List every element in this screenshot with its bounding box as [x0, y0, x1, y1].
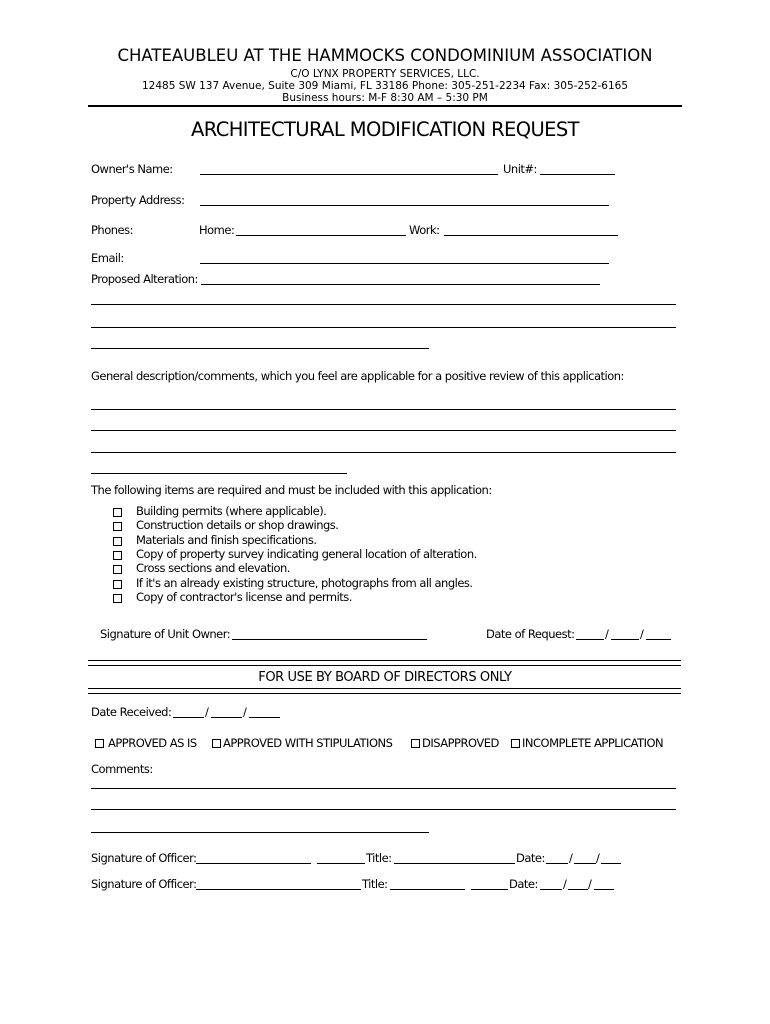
- officer-date-1-month[interactable]: [546, 863, 568, 864]
- date-sep-1: /: [605, 627, 609, 641]
- description-line-1[interactable]: [91, 409, 676, 410]
- item-property-survey: Copy of property survey indicating general location of alteration.: [136, 547, 477, 561]
- property-address-label: Property Address:: [91, 193, 185, 207]
- comments-line-3[interactable]: [91, 832, 429, 833]
- owner-signature-field[interactable]: [232, 639, 427, 640]
- comments-line-2[interactable]: [91, 809, 676, 810]
- board-divider-top: [88, 660, 681, 661]
- item-materials: Materials and finish specifications.: [136, 533, 317, 547]
- officer-title-field-2b[interactable]: [471, 889, 508, 890]
- date-received-year[interactable]: [249, 717, 280, 718]
- alteration-line-1[interactable]: [91, 304, 676, 305]
- owner-signature-label: Signature of Unit Owner:: [100, 627, 231, 641]
- option-approved-as-is: APPROVED AS IS: [108, 736, 197, 750]
- officer-signature-label-1: Signature of Officer:: [91, 851, 197, 865]
- option-disapproved: DISAPPROVED: [422, 736, 499, 750]
- option-incomplete-application: INCOMPLETE APPLICATION: [522, 736, 664, 750]
- officer-signature-label-2: Signature of Officer:: [91, 877, 197, 891]
- alteration-line-3[interactable]: [91, 348, 429, 349]
- item-photographs: If it's an already existing structure, photographs from all angles.: [136, 576, 473, 590]
- officer-date-1-year[interactable]: [601, 863, 621, 864]
- date-sep-2: /: [640, 627, 644, 641]
- checkbox-contractor-license[interactable]: [113, 594, 122, 603]
- association-name: CHATEAUBLEU AT THE HAMMOCKS CONDOMINIUM ASSOCIATION: [117, 46, 653, 65]
- proposed-alteration-field[interactable]: [201, 284, 600, 285]
- date-received-day[interactable]: [211, 717, 242, 718]
- work-phone-label: Work:: [409, 223, 440, 237]
- officer-date-label-1: Date:: [516, 851, 545, 865]
- required-items-intro: The following items are required and must be included with this application:: [91, 483, 492, 497]
- officer-date-1-sep-1: /: [569, 851, 573, 865]
- item-building-permits: Building permits (where applicable).: [136, 504, 327, 518]
- item-contractor-license: Copy of contractor's license and permits.: [136, 590, 352, 604]
- work-phone-field[interactable]: [444, 235, 618, 236]
- officer-title-label-2: Title:: [362, 877, 388, 891]
- email-field[interactable]: [200, 263, 609, 264]
- officer-signature-field-1b[interactable]: [317, 863, 365, 864]
- officer-title-field-1[interactable]: [394, 863, 515, 864]
- checkbox-construction-details[interactable]: [113, 522, 122, 531]
- officer-date-2-year[interactable]: [594, 889, 614, 890]
- comments-line-1[interactable]: [91, 788, 676, 789]
- date-received-label: Date Received:: [91, 705, 172, 719]
- alteration-line-2[interactable]: [91, 327, 676, 328]
- home-phone-field[interactable]: [236, 235, 406, 236]
- officer-date-2-sep-1: /: [563, 877, 567, 891]
- date-of-request-day[interactable]: [611, 639, 639, 640]
- date-received-month[interactable]: [173, 717, 204, 718]
- checkbox-disapproved[interactable]: [411, 739, 420, 748]
- officer-signature-field-1[interactable]: [196, 863, 311, 864]
- board-divider-bottom-2: [88, 693, 681, 694]
- header-divider: [88, 105, 682, 107]
- checkbox-materials[interactable]: [113, 537, 122, 546]
- checkbox-building-permits[interactable]: [113, 508, 122, 517]
- date-of-request-year[interactable]: [646, 639, 671, 640]
- general-description-label: General description/comments, which you feel are applicable for a positive review of this application:: [91, 369, 624, 383]
- home-phone-label: Home:: [199, 223, 235, 237]
- property-address-field[interactable]: [200, 205, 609, 206]
- care-of-line: C/O LYNX PROPERTY SERVICES, LLC.: [290, 68, 480, 80]
- item-construction-details: Construction details or shop drawings.: [136, 518, 339, 532]
- proposed-alteration-label: Proposed Alteration:: [91, 272, 198, 286]
- comments-label: Comments:: [91, 762, 153, 776]
- unit-label: Unit#:: [503, 162, 537, 176]
- officer-date-2-day[interactable]: [568, 889, 588, 890]
- officer-date-1-sep-2: /: [596, 851, 600, 865]
- address-line: 12485 SW 137 Avenue, Suite 309 Miami, FL 33186 Phone: 305-251-2234 Fax: 305-252-6165: [141, 80, 629, 92]
- owners-name-label: Owner's Name:: [91, 162, 173, 176]
- checkbox-photographs[interactable]: [113, 580, 122, 589]
- officer-date-2-sep-2: /: [588, 877, 592, 891]
- business-hours: Business hours: M-F 8:30 AM – 5:30 PM: [282, 92, 488, 104]
- officer-title-label-1: Title:: [366, 851, 392, 865]
- officer-date-2-month[interactable]: [540, 889, 562, 890]
- page-title: ARCHITECTURAL MODIFICATION REQUEST: [191, 118, 579, 141]
- officer-date-1-day[interactable]: [574, 863, 596, 864]
- item-cross-sections: Cross sections and elevation.: [136, 561, 290, 575]
- option-approved-with-stipulations: APPROVED WITH STIPULATIONS: [223, 736, 393, 750]
- checkbox-approved-as-is[interactable]: [95, 739, 104, 748]
- phones-label: Phones:: [91, 223, 133, 237]
- description-line-2[interactable]: [91, 430, 676, 431]
- received-sep-1: /: [205, 705, 209, 719]
- checkbox-cross-sections[interactable]: [113, 565, 122, 574]
- checkbox-incomplete-application[interactable]: [511, 739, 520, 748]
- checkbox-property-survey[interactable]: [113, 551, 122, 560]
- description-line-4[interactable]: [91, 473, 347, 474]
- unit-field[interactable]: [540, 174, 615, 175]
- checkbox-approved-with-stipulations[interactable]: [212, 739, 221, 748]
- owners-name-field[interactable]: [200, 174, 498, 175]
- board-divider-top-2: [88, 665, 681, 666]
- officer-signature-field-2[interactable]: [196, 889, 361, 890]
- description-line-3[interactable]: [91, 452, 676, 453]
- received-sep-2: /: [243, 705, 247, 719]
- date-of-request-label: Date of Request:: [486, 627, 575, 641]
- board-divider-bottom: [88, 688, 681, 689]
- officer-title-field-2[interactable]: [390, 889, 465, 890]
- date-of-request-month[interactable]: [576, 639, 604, 640]
- officer-date-label-2: Date:: [509, 877, 538, 891]
- board-heading: FOR USE BY BOARD OF DIRECTORS ONLY: [258, 670, 512, 685]
- email-label: Email:: [91, 251, 124, 265]
